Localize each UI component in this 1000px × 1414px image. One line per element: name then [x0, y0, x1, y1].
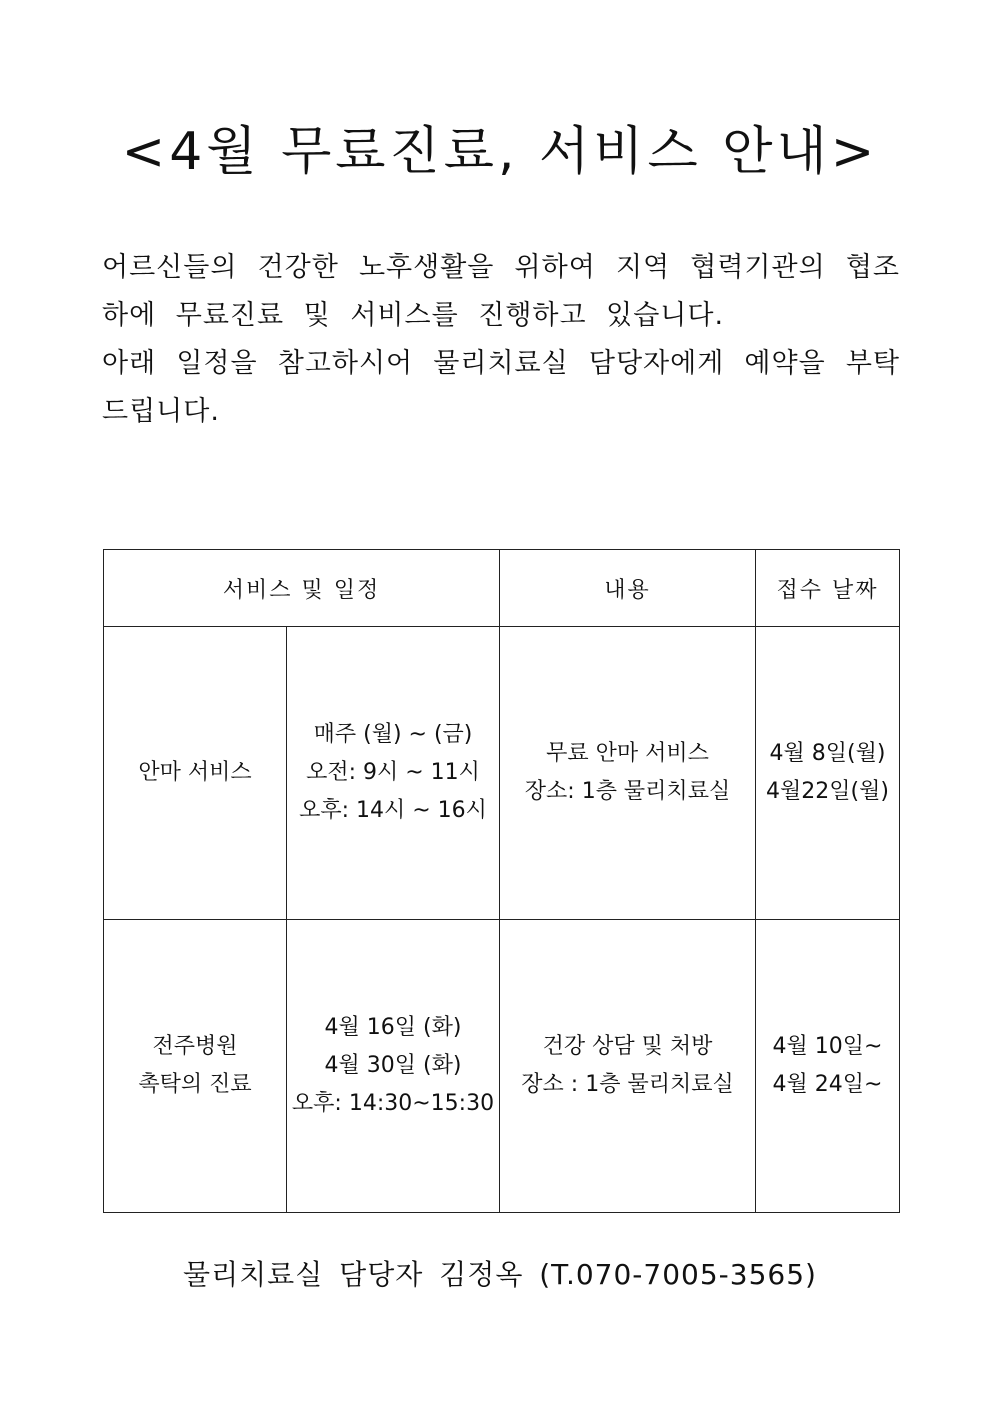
- header-reception-date: 접수 날짜: [756, 550, 900, 627]
- schedule-line: 4월 30일 (화): [324, 1053, 462, 1078]
- page-title: <4월 무료진료, 서비스 안내>: [121, 122, 879, 182]
- header-service-schedule: 서비스 및 일정: [104, 550, 500, 627]
- service-name: 촉탁의 진료: [138, 1072, 252, 1097]
- reception-date-cell: [756, 627, 900, 920]
- schedule-line: 오전: 9시 ~ 11시: [306, 760, 480, 785]
- intro-line: 아래 일정을 참고하시어 물리치료실 담당자에게 예약을 부탁: [102, 348, 900, 379]
- reception-date: 4월 10일~: [772, 1034, 883, 1059]
- table-row: [104, 627, 900, 920]
- table-header-row: [104, 550, 900, 627]
- schedule-line: 매주 (월) ~ (금): [313, 722, 473, 747]
- schedule-line: 오후: 14시 ~ 16시: [299, 798, 487, 823]
- schedule-line: 4월 16일 (화): [324, 1015, 462, 1040]
- intro-line: 드립니다.: [102, 396, 220, 427]
- schedule-cell: [287, 920, 500, 1213]
- schedule-cell: [287, 627, 500, 920]
- content-line: 장소 : 1층 물리치료실: [521, 1072, 734, 1097]
- reception-date-cell: [756, 920, 900, 1213]
- header-content: 내용: [500, 550, 756, 627]
- reception-date: 4월 24일~: [772, 1072, 883, 1097]
- schedule-line: 오후: 14:30~15:30: [291, 1091, 495, 1116]
- intro-paragraph: [102, 244, 900, 436]
- service-name-cell: [104, 627, 287, 920]
- content-line: 건강 상담 및 처방: [542, 1034, 713, 1059]
- contact-info: 물리치료실 담당자 김정옥 (T.070-7005-3565): [183, 1258, 817, 1291]
- content-cell: [500, 920, 756, 1213]
- service-name: 안마 서비스: [138, 760, 252, 785]
- content-cell: [500, 627, 756, 920]
- intro-line: 어르신들의 건강한 노후생활을 위하여 지역 협력기관의 협조: [102, 252, 900, 283]
- reception-date: 4월22일(월): [766, 779, 889, 804]
- schedule-table: [103, 549, 900, 1213]
- table-row: [104, 920, 900, 1213]
- reception-date: 4월 8일(월): [769, 741, 886, 766]
- content-line: 장소: 1층 물리치료실: [524, 779, 731, 804]
- content-line: 무료 안마 서비스: [546, 741, 709, 766]
- intro-line: 하에 무료진료 및 서비스를 진행하고 있습니다.: [102, 300, 725, 331]
- service-name: 전주병원: [152, 1034, 238, 1059]
- service-name-cell: [104, 920, 287, 1213]
